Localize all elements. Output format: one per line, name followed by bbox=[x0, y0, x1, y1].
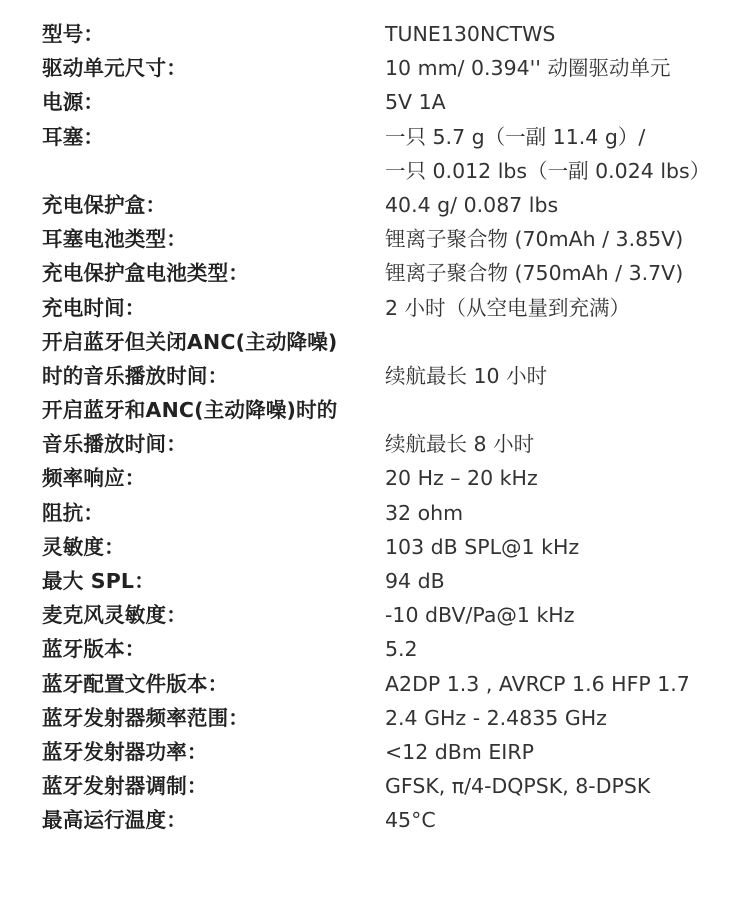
spec-label bbox=[42, 530, 385, 564]
spec-value-line: 续航最长 10 小时 bbox=[385, 363, 548, 388]
spec-row-max-spl bbox=[42, 564, 750, 598]
spec-label bbox=[42, 735, 385, 769]
spec-label-line: 耳塞电池类型： bbox=[42, 227, 187, 252]
spec-label-line: 充电时间： bbox=[42, 295, 146, 320]
spec-row-bluetooth-version bbox=[42, 632, 750, 666]
spec-label-line: 耳塞： bbox=[42, 124, 105, 149]
spec-label bbox=[42, 291, 385, 325]
spec-label-line: 阻抗： bbox=[42, 500, 105, 525]
spec-row-earbud-weight bbox=[42, 120, 750, 188]
spec-label-line: 充电保护盒： bbox=[42, 192, 167, 217]
spec-value bbox=[385, 564, 750, 598]
spec-value bbox=[385, 51, 750, 85]
spec-label bbox=[42, 325, 385, 393]
spec-value-line: 32 ohm bbox=[385, 500, 464, 525]
spec-label bbox=[42, 256, 385, 290]
spec-value-line: 一只 5.7 g（一副 11.4 g）/ bbox=[385, 124, 646, 149]
spec-row-driver-size bbox=[42, 51, 750, 85]
spec-label bbox=[42, 632, 385, 666]
spec-label-line: 音乐播放时间： bbox=[42, 432, 187, 457]
spec-label bbox=[42, 222, 385, 256]
spec-row-earbud-battery bbox=[42, 222, 750, 256]
spec-row-playtime-anc-off bbox=[42, 325, 750, 393]
spec-label-line: 最大 SPL： bbox=[42, 569, 155, 593]
spec-label-line: 蓝牙发射器频率范围： bbox=[42, 705, 249, 730]
spec-label-line: 最高运行温度： bbox=[42, 808, 187, 833]
spec-row-model bbox=[42, 17, 750, 51]
spec-value-line: 103 dB SPL@1 kHz bbox=[385, 534, 580, 559]
spec-value bbox=[385, 256, 750, 290]
spec-row-charging-time bbox=[42, 291, 750, 325]
spec-value bbox=[385, 291, 750, 325]
spec-value bbox=[385, 325, 750, 393]
spec-value-line: 40.4 g/ 0.087 lbs bbox=[385, 192, 559, 217]
spec-label bbox=[42, 120, 385, 154]
spec-value bbox=[385, 632, 750, 666]
spec-value-line: 一只 0.012 lbs（一副 0.024 lbs） bbox=[385, 158, 711, 183]
spec-label bbox=[42, 598, 385, 632]
spec-label bbox=[42, 564, 385, 598]
spec-value bbox=[385, 496, 750, 530]
spec-value-line: 锂离子聚合物 (750mAh / 3.7V) bbox=[385, 261, 684, 286]
spec-value bbox=[385, 598, 750, 632]
spec-label-line: 开启蓝牙和ANC(主动降噪)时的 bbox=[42, 398, 338, 423]
spec-value-line: GFSK, π/4-DQPSK, 8-DPSK bbox=[385, 774, 651, 799]
spec-label bbox=[42, 496, 385, 530]
spec-row-sensitivity bbox=[42, 530, 750, 564]
spec-value-line: 94 dB bbox=[385, 569, 445, 593]
spec-label bbox=[42, 188, 385, 222]
spec-label-line: 驱动单元尺寸： bbox=[42, 56, 187, 81]
spec-row-transmitter-frequency bbox=[42, 701, 750, 735]
spec-label-line: 蓝牙配置文件版本： bbox=[42, 671, 229, 696]
spec-label-line: 灵敏度： bbox=[42, 534, 125, 559]
spec-label-line: 蓝牙版本： bbox=[42, 637, 146, 662]
spec-value-line bbox=[385, 325, 750, 359]
spec-value bbox=[385, 735, 750, 769]
spec-value bbox=[385, 769, 750, 803]
spec-label-line: 型号： bbox=[42, 22, 105, 46]
spec-label bbox=[42, 701, 385, 735]
spec-value-line: 锂离子聚合物 (70mAh / 3.85V) bbox=[385, 227, 684, 252]
spec-label bbox=[42, 461, 385, 495]
spec-row-transmitter-modulation bbox=[42, 769, 750, 803]
spec-row-case-battery bbox=[42, 256, 750, 290]
spec-value-line: 续航最长 8 小时 bbox=[385, 432, 535, 457]
spec-label bbox=[42, 85, 385, 119]
spec-value bbox=[385, 393, 750, 461]
spec-label-line: 麦克风灵敏度： bbox=[42, 603, 187, 628]
spec-row-bluetooth-profiles bbox=[42, 667, 750, 701]
spec-label bbox=[42, 393, 385, 461]
spec-value bbox=[385, 701, 750, 735]
spec-row-power bbox=[42, 85, 750, 119]
spec-value-line: 2 小时（从空电量到充满） bbox=[385, 295, 631, 320]
spec-value-line: 5V 1A bbox=[385, 90, 446, 115]
spec-value-line bbox=[385, 393, 750, 427]
spec-row-playtime-anc-on bbox=[42, 393, 750, 461]
spec-label-line: 频率响应： bbox=[42, 466, 146, 491]
spec-label bbox=[42, 17, 385, 51]
spec-value-line: TUNE130NCTWS bbox=[385, 22, 556, 46]
spec-label bbox=[42, 769, 385, 803]
spec-value bbox=[385, 530, 750, 564]
spec-value-line: 2.4 GHz - 2.4835 GHz bbox=[385, 705, 607, 730]
spec-row-impedance bbox=[42, 496, 750, 530]
spec-value bbox=[385, 188, 750, 222]
spec-value bbox=[385, 120, 750, 188]
spec-label-line: 开启蓝牙但关闭ANC(主动降噪) bbox=[42, 329, 338, 354]
spec-label bbox=[42, 803, 385, 837]
spec-value-line: A2DP 1.3 , AVRCP 1.6 HFP 1.7 bbox=[385, 671, 690, 696]
spec-value-line: <12 dBm EIRP bbox=[385, 739, 534, 764]
spec-value bbox=[385, 667, 750, 701]
spec-value bbox=[385, 17, 750, 51]
spec-label-line: 电源： bbox=[42, 90, 105, 115]
spec-value bbox=[385, 803, 750, 837]
spec-value bbox=[385, 85, 750, 119]
spec-value-line: 5.2 bbox=[385, 637, 418, 662]
spec-label bbox=[42, 51, 385, 85]
spec-value-line: -10 dBV/Pa@1 kHz bbox=[385, 603, 575, 628]
spec-row-max-operating-temperature bbox=[42, 803, 750, 837]
spec-label-line: 蓝牙发射器调制： bbox=[42, 774, 208, 799]
spec-row-frequency-response bbox=[42, 461, 750, 495]
spec-value-line: 10 mm/ 0.394'' 动圈驱动单元 bbox=[385, 56, 671, 81]
spec-value-line: 20 Hz – 20 kHz bbox=[385, 466, 538, 491]
spec-row-transmitter-power bbox=[42, 735, 750, 769]
spec-label-line: 蓝牙发射器功率： bbox=[42, 739, 208, 764]
spec-row-case-weight bbox=[42, 188, 750, 222]
spec-label-line: 充电保护盒电池类型： bbox=[42, 261, 249, 286]
spec-value-line: 45°C bbox=[385, 808, 436, 833]
spec-value bbox=[385, 461, 750, 495]
spec-row-mic-sensitivity bbox=[42, 598, 750, 632]
spec-label bbox=[42, 667, 385, 701]
spec-value bbox=[385, 222, 750, 256]
spec-label-line: 时的音乐播放时间： bbox=[42, 363, 229, 388]
